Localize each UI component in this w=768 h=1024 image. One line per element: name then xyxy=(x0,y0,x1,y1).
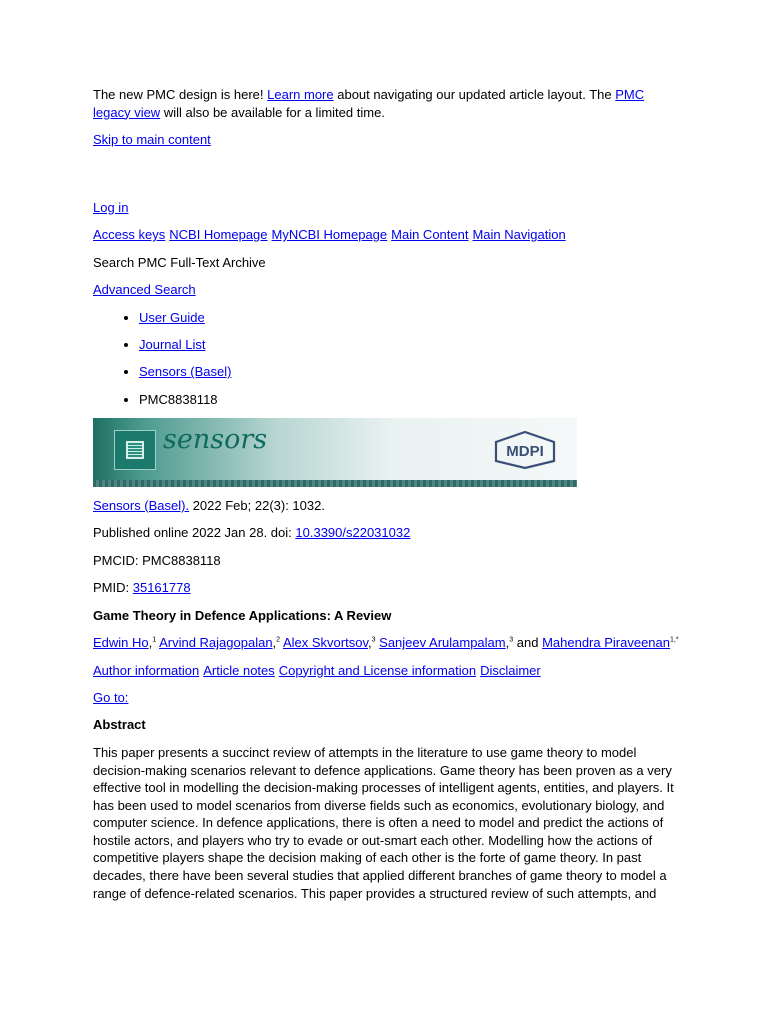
affiliation-marker: 2 xyxy=(276,636,281,644)
notice-text-middle: about navigating our updated article layout. The xyxy=(333,87,616,102)
author-list: Edwin Ho,$^1$ Arvind Rajagopalan,$^2$ Alex Skvortsov,$^3$ Sanjeev Arulampalam,$^3$ and Mahendra Piraveenan$^{1,*}$ xyxy=(93,635,679,651)
banner-stripe xyxy=(93,480,577,487)
skip-to-main-content-link[interactable]: Skip to main content xyxy=(93,132,211,147)
journal-list-link[interactable]: Journal List xyxy=(139,336,206,352)
pmid-link[interactable]: 35161778 xyxy=(132,580,191,596)
pmid-label: PMID: xyxy=(93,580,133,596)
myncbi-homepage-link[interactable]: MyNCBI Homepage xyxy=(271,227,388,242)
author-link[interactable]: Edwin Ho xyxy=(93,635,149,651)
author-information-link[interactable]: Author information xyxy=(93,662,200,678)
article-info-links xyxy=(93,662,683,680)
breadcrumb xyxy=(93,309,683,409)
journal-citation-link[interactable]: Sensors (Basel). xyxy=(93,498,190,514)
author-link[interactable]: Alex Skvortsov xyxy=(282,635,368,651)
author-link[interactable]: Sanjeev Arulampalam xyxy=(379,635,506,651)
chip-icon xyxy=(114,430,156,470)
page-content xyxy=(93,86,683,902)
affiliation-marker: 3 xyxy=(371,636,376,644)
doi-link[interactable]: 10.3390/s22031032 xyxy=(295,525,411,541)
mdpi-logo xyxy=(494,431,556,469)
advanced-search-link[interactable]: Advanced Search xyxy=(93,282,196,297)
published-text: Published online 2022 Jan 28. doi: xyxy=(93,525,296,541)
go-to-link[interactable]: Go to: xyxy=(93,690,129,706)
article-notes-link[interactable]: Article notes xyxy=(203,662,275,678)
ncbi-homepage-link[interactable]: NCBI Homepage xyxy=(169,227,268,242)
learn-more-link[interactable]: Learn more xyxy=(267,87,334,102)
journal-banner-image[interactable] xyxy=(93,418,577,487)
affiliation-marker: 3 xyxy=(509,636,514,644)
author-link[interactable]: Mahendra Piraveenan xyxy=(542,635,670,651)
notice-text-suffix: will also be available for a limited time. xyxy=(160,104,385,120)
main-navigation-link[interactable]: Main Navigation xyxy=(472,227,566,242)
publication-info xyxy=(93,497,683,597)
pmc-id-crumb: PMC8838118 xyxy=(139,391,218,407)
notice-text: The new PMC design is here! xyxy=(93,87,268,102)
pmc-legacy-view-link[interactable]: PMC legacy view xyxy=(93,87,645,120)
citation xyxy=(93,497,683,515)
sensors-basel-link[interactable]: Sensors (Basel) xyxy=(139,364,232,380)
journal-wordmark: sensors xyxy=(163,424,268,456)
disclaimer-link[interactable]: Disclaimer xyxy=(480,662,541,678)
new-design-notice xyxy=(93,86,683,121)
breadcrumb-item xyxy=(139,309,683,327)
access-links-row xyxy=(93,226,683,244)
affiliation-marker: 1 xyxy=(152,636,157,644)
publisher-name: MDPI xyxy=(506,443,544,461)
article-title: Game Theory in Defence Applications: A Review xyxy=(93,607,392,623)
pmcid: PMCID: PMC8838118 xyxy=(93,552,221,568)
pmid xyxy=(93,579,683,597)
abstract-text: This paper presents a succinct review of attempts in the literature to use game theory to model decision-making scenarios relevant to defence applications. Game theory has been proven as a very effective tool in modelling the decision-making processes of intelligent agents, entities, and players. It has been used to model scenarios from diverse fields such as economics, evolutionary biology, and computer science. In defence applications, there is often a need to model and predict the actions of hostile actors, and players who try to evade or out-smart each other. Modelling how the actions of competitive players shape the decision making of each other is the forte of game theory. In past decades, there have been several studies that applied different branches of game theory to model a range of defence-related scenarios. This paper provides a structured review of such attempts, and xyxy=(93,744,674,901)
breadcrumb-item xyxy=(139,363,683,381)
login-link[interactable]: Log in xyxy=(93,199,129,215)
citation-details: 2022 Feb; 22(3): 1032. xyxy=(189,498,325,514)
breadcrumb-item xyxy=(139,391,683,409)
access-keys-link[interactable]: Access keys xyxy=(93,227,166,242)
user-guide-link[interactable]: User Guide xyxy=(139,309,205,325)
copyright-license-link[interactable]: Copyright and License information xyxy=(278,662,477,678)
breadcrumb-item xyxy=(139,336,683,354)
published-online xyxy=(93,524,683,542)
abstract-heading: Abstract xyxy=(93,717,146,733)
main-content-link[interactable]: Main Content xyxy=(391,227,469,242)
author-link[interactable]: Arvind Rajagopalan xyxy=(159,635,273,651)
affiliation-marker: 1,* xyxy=(670,636,679,644)
search-label: Search PMC Full-Text Archive xyxy=(93,254,266,270)
